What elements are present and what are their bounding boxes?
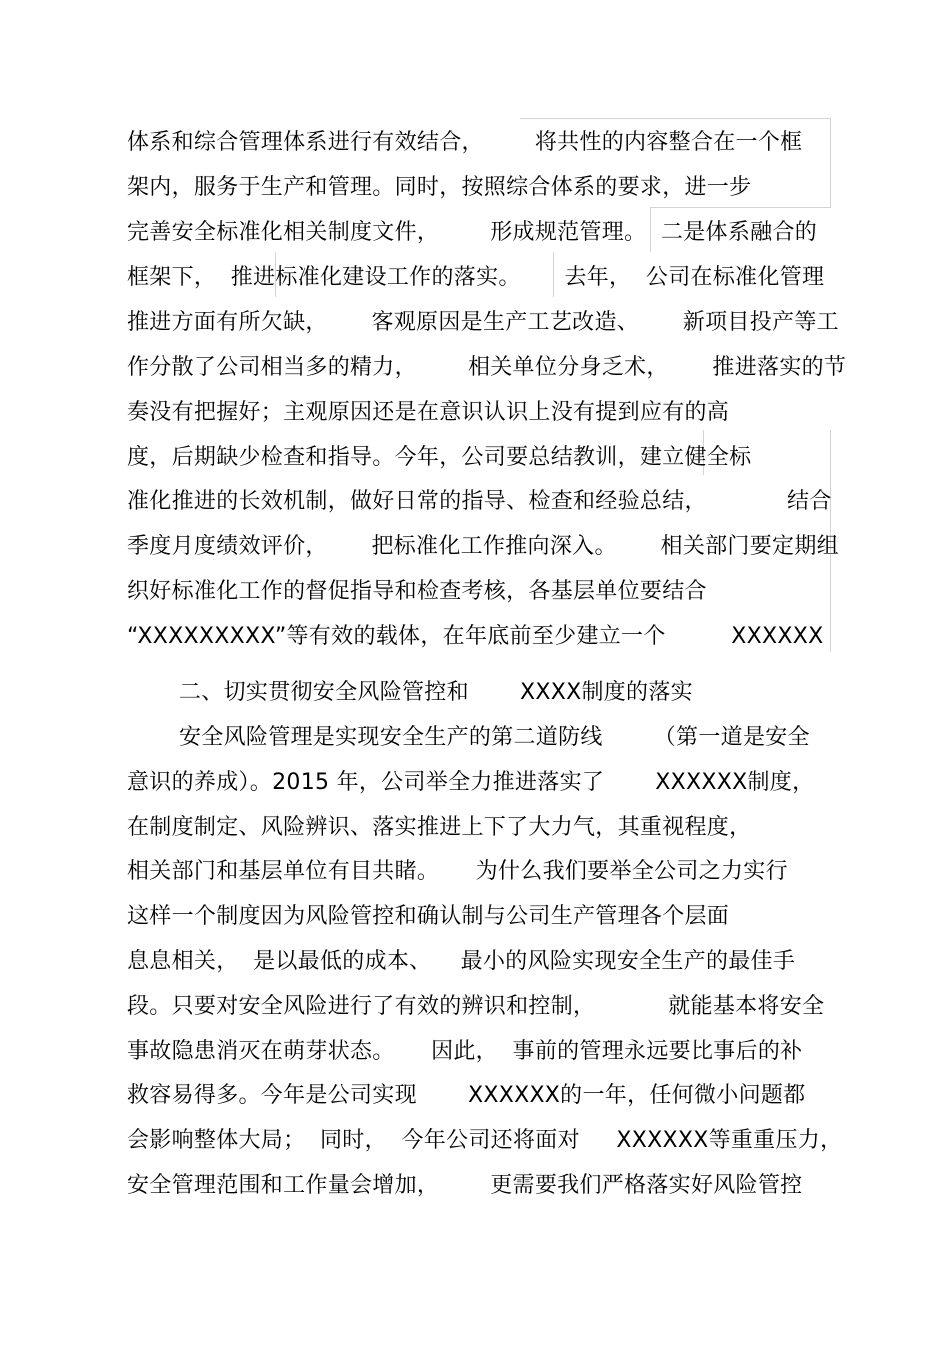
para2-line-4: 相关部门和基层单位有目共睹。 为什么我们要举全公司之力实行 (127, 859, 788, 884)
para2-line-10: 会影响整体大局； 同时， 今年公司还将面对 XXXXXX等重重压力， (127, 1128, 843, 1153)
text-line-3: 完善安全标准化相关制度文件， 形成规范管理。 二是体系融合的 (127, 220, 818, 245)
text-line-9: 准化推进的长效机制，做好日常的指导、检查和经验总结， 结合 (127, 489, 832, 514)
para2-line-11: 安全管理范围和工作量会增加， 更需要我们严格落实好风险管控 (127, 1173, 803, 1198)
para2-line-8: 事故隐患消灭在萌芽状态。 因此， 事前的管理永远要比事后的补 (127, 1039, 803, 1064)
frame-mid (650, 207, 830, 208)
text-line-12: “XXXXXXXXX”等有效的载体，在年底前至少建立一个 XXXXXX (127, 624, 824, 649)
frame-top (520, 118, 830, 119)
para2-line-1: 安全风险管理是实现安全生产的第二道防线 （第一道是安全 (179, 725, 810, 750)
text-line-11: 织好标准化工作的督促指导和检查考核，各基层单位要结合 (127, 579, 707, 604)
para2-line-6: 息息相关， 是以最低的成本、 最小的风险实现安全生产的最佳手 (127, 949, 796, 974)
para2-line-7: 段。只要对安全风险进行了有效的辨识和控制， 就能基本将安全 (127, 994, 825, 1019)
text-line-8: 度，后期缺少检查和指导。今年，公司要总结教训，建立健全标 (127, 445, 752, 470)
para2-line-3: 在制度制定、风险辨识、落实推进上下了大力气，其重视程度， (127, 815, 752, 840)
section-heading: 二、切实贯彻安全风险管控和 XXXX制度的落实 (179, 680, 693, 705)
text-line-7: 奏没有把握好；主观原因还是在意识认识上没有提到应有的高 (127, 400, 730, 425)
frame-right (830, 118, 831, 208)
text-line-5: 推进方面有所欠缺， 客观原因是生产工艺改造、 新项目投产等工 (127, 310, 839, 335)
text-line-1: 体系和综合管理体系进行有效结合， 将共性的内容整合在一个框 (127, 130, 803, 155)
text-line-6: 作分散了公司相当多的精力， 相关单位分身乏术， 推进落实的节 (127, 355, 847, 380)
text-line-10: 季度月度绩效评价， 把标准化工作推向深入。 相关部门要定期组 (127, 534, 839, 559)
text-line-2: 架内，服务于生产和管理。同时，按照综合体系的要求，进一步 (127, 175, 752, 200)
para2-line-2: 意识的养成）。2015 年，公司举全力推进落实了 XXXXXX制度， (127, 770, 815, 795)
para2-line-9: 救容易得多。今年是公司实现 XXXXXX的一年，任何微小问题都 (127, 1083, 806, 1108)
text-line-4: 框架下， 推进标准化建设工作的落实。 去年， 公司在标准化管理 (127, 265, 825, 290)
para2-line-5: 这样一个制度因为风险管控和确认制与公司生产管理各个层面 (127, 904, 730, 929)
